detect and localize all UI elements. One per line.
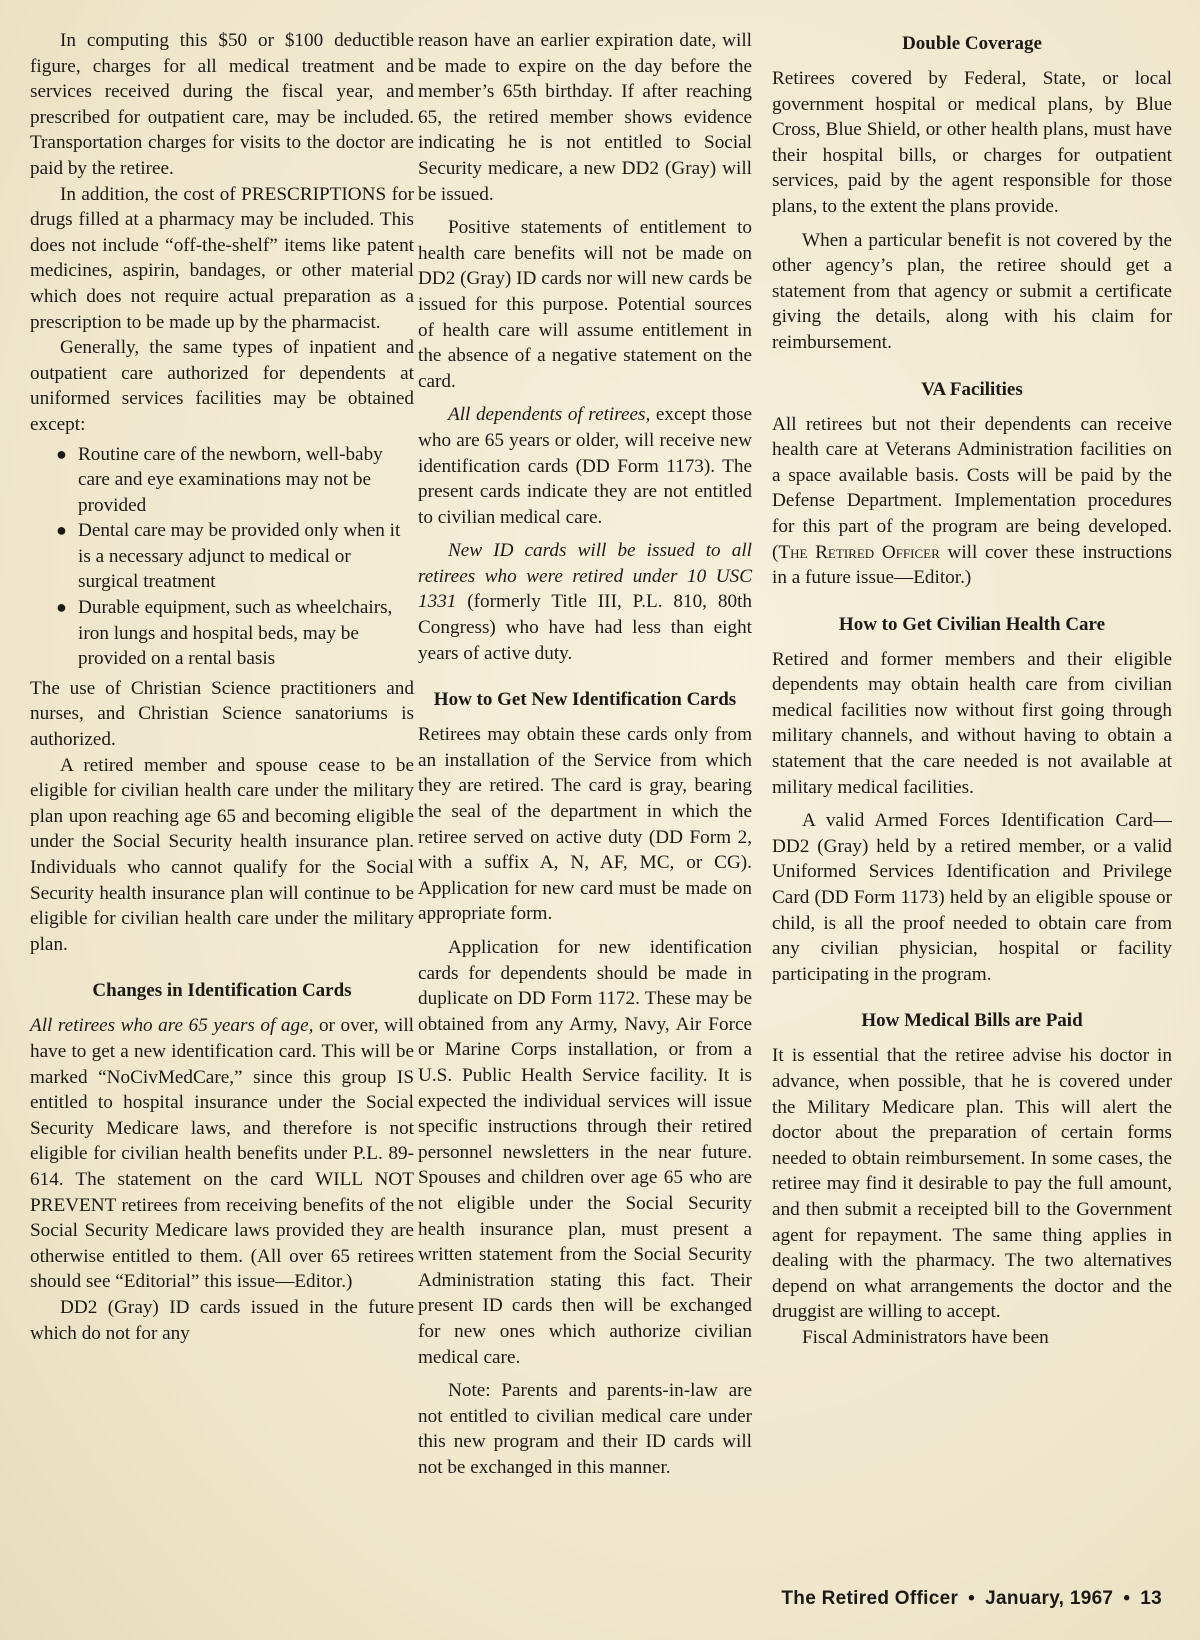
paragraph-retirees-65: All retirees who are 65 years of age, or over, will have to get a new identification card. This will be marked “NoCivMedCare,” since this group IS entitled to hospital insurance under the Social Security Medicare laws, and therefore is not eligible for civilian health benefits under P.L. 89-614. The statement on the card WILL NOT PREVENT retirees from receiving benefits of the Social Security Medicare laws provided they are otherwise entitled to them. (All over 65 retirees should see “Editorial” this issue—Editor.) bbox=[30, 1015, 414, 1293]
paragraph-advise-doctor: It is essential that the retiree advise his doctor in advance, when possible, that he is covered under the Military Medicare plan. This will alert the doctor about the preparation of certain forms needed to obtain reimbursement. In some cases, the retiree may find it desirable to pay the full amount, and then submit a receipted bill to the Government agent for repayment. The same thing applies in dealing with the pharmacy. The two alternatives depend on what arrangements the doctor and the druggist are willing to accept. bbox=[772, 1045, 1172, 1323]
paragraph-dependents: All dependents of retirees, except those who are 65 years or older, will receive new identification cards (DD Form 1173). The present cards indicate they are not entitled to civilian medical care. bbox=[418, 404, 752, 528]
page-number: 13 bbox=[1140, 1588, 1162, 1609]
paragraph-fiscal-admin: Fiscal Administrators have been bbox=[802, 1326, 1049, 1348]
list-item: ● Dental care may be provided only when it is a necessary adjunct to medical or surgical treatment bbox=[56, 520, 401, 593]
exceptions-list bbox=[30, 442, 414, 672]
heading-civilian-health-care: How to Get Civilian Health Care bbox=[838, 613, 1106, 635]
paragraph-expiration: reason have an earlier expiration date, will be made to expire on the day before the member’s 65th birthday. If after reaching 65, the retired member shows evidence indicating he is not entitled to Social Security medicare, a new DD2 (Gray) will be issued. bbox=[418, 30, 752, 205]
bullet-icon: ● bbox=[56, 520, 67, 541]
list-item: ● Durable equipment, such as wheelchairs, iron lungs and hospital beds, may be provided on a rental basis bbox=[56, 597, 393, 670]
bullet-icon: ● bbox=[56, 443, 67, 464]
paragraph-positive-statements: Positive statements of entitlement to health care benefits will not be made on DD2 (Gray) ID cards nor will new cards be issued for this purpose. Potential sources of health care will assume entitlement in the absence of a negative statement on the card. bbox=[418, 217, 752, 392]
paragraph-new-id-cards: New ID cards will be issued to all retirees who were retired under 10 USC 1331 (formerly Title III, P.L. 810, 80th Congress) who have had less than eight years of active duty. bbox=[418, 540, 752, 664]
heading-double-coverage: Double Coverage bbox=[902, 33, 1042, 54]
footer-bullet: • bbox=[968, 1588, 976, 1609]
paragraph-deductible: In computing this $50 or $100 deductible figure, charges for all medical treatment and services received during the fiscal year, and prescribed for outpatient care, may be included. Transportation charges for visits to the doctor are paid by the retiree. bbox=[30, 30, 414, 179]
paragraph-valid-id: A valid Armed Forces Identification Card—DD2 (Gray) held by a retired member, or a valid Uniformed Services Identification and Privilege Card (DD Form 1173) held by an eligible spouse or child, is all the proof needed to obtain care from any civilian physician, hospital or facility participating in the program. bbox=[772, 810, 1172, 985]
column-2 bbox=[418, 28, 752, 1480]
paragraph-parents-note: Note: Parents and parents-in-law are not entitled to civilian medical care under this new program and their ID cards will not be exchanged in this manner. bbox=[418, 1380, 752, 1478]
paragraph-obtain-cards: Retirees may obtain these cards only from an installation of the Service from which they are retired. The card is gray, bearing the seal of the department in which the retiree served on active duty (DD Form 2, with a suffix A, N, AF, MC, or CG). Application for new card must be made on appropriate form. bbox=[418, 724, 752, 925]
heading-va-facilities: VA Facilities bbox=[921, 378, 1023, 400]
paragraph-age-65: A retired member and spouse cease to be eligible for civilian health care under the military plan upon reaching age 65 and becoming eligible under the Social Security health insurance plan. Individuals who cannot qualify for the Social Security health insurance plan will continue to be eligible for civilian health care under the military plan. bbox=[30, 754, 414, 955]
issue-date: January, 1967 bbox=[985, 1588, 1114, 1609]
heading-changes-id-cards: Changes in Identification Cards bbox=[92, 980, 352, 1002]
paragraph-civilian-facilities: Retired and former members and their eligible dependents may obtain health care from civilian medical facilities now without first going through military channels, and without having to obtain a statement that the care needed is not available at military medical facilities. bbox=[772, 648, 1172, 798]
heading-how-to-get-id-cards: How to Get New Identification Cards bbox=[433, 689, 737, 711]
column-3 bbox=[772, 28, 1172, 1351]
column-1 bbox=[30, 28, 414, 1346]
footer-bullet: • bbox=[1123, 1588, 1131, 1609]
paragraph-care-types: Generally, the same types of inpatient and outpatient care authorized for dependents at uniformed services facilities may be obtained except: bbox=[30, 337, 414, 435]
paragraph-dd2-future: DD2 (Gray) ID cards issued in the future which do not for any bbox=[30, 1296, 414, 1344]
publication-name: The Retired Officer bbox=[781, 1588, 959, 1609]
paragraph-double-coverage: Retirees covered by Federal, State, or local government hospital or medical plans, by Blue Cross, Blue Shield, or other health plans, must have their hospital bills, or charges for outpatient services, paid by the agent responsible for those plans, to the extent the plans provide. bbox=[772, 68, 1172, 217]
page-footer bbox=[781, 1588, 1162, 1610]
paragraph-prescriptions: In addition, the cost of PRESCRIPTIONS for drugs filled at a pharmacy may be included. This does not include “off-the-shelf” items like patent medicines, aspirin, bandages, or other material which does not require actual preparation as a prescription to be made up by the pharmacist. bbox=[30, 183, 414, 333]
bullet-icon: ● bbox=[56, 597, 67, 618]
heading-medical-bills: How Medical Bills are Paid bbox=[861, 1010, 1083, 1032]
paragraph-dependent-applications: Application for new identification cards for dependents should be made in duplicate on DD Form 1172. These may be obtained from any Army, Navy, Air Force or Marine Corps installation, or from a U.S. Public Health Service facility. It is expected the individual services will issue specific instructions through their retired personnel newsletters in the near future. Spouses and children over age 65 who are not eligible under the Social Security health insurance plan, must present a written statement from the Social Security Administration stating this fact. Their present ID cards then will be exchanged for new ones which authorize civilian medical care. bbox=[418, 937, 752, 1368]
paragraph-christian-science: The use of Christian Science practitioners and nurses, and Christian Science sanatoriums is authorized. bbox=[30, 677, 414, 751]
list-item: ● Routine care of the newborn, well-baby care and eye examinations may not be provided bbox=[56, 443, 383, 516]
paragraph-other-agency: When a particular benefit is not covered by the other agency’s plan, the retiree should get a statement from that agency or submit a certificate giving the details, along with his claim for reimbursement. bbox=[772, 229, 1172, 353]
paragraph-va: All retirees but not their dependents can receive health care at Veterans Administration facilities on a space available basis. Costs will be paid by the Defense Department. Implementation procedures for this part of the program are being developed. (The Retired Officer will cover these instructions in a future issue—Editor.) bbox=[772, 413, 1172, 589]
